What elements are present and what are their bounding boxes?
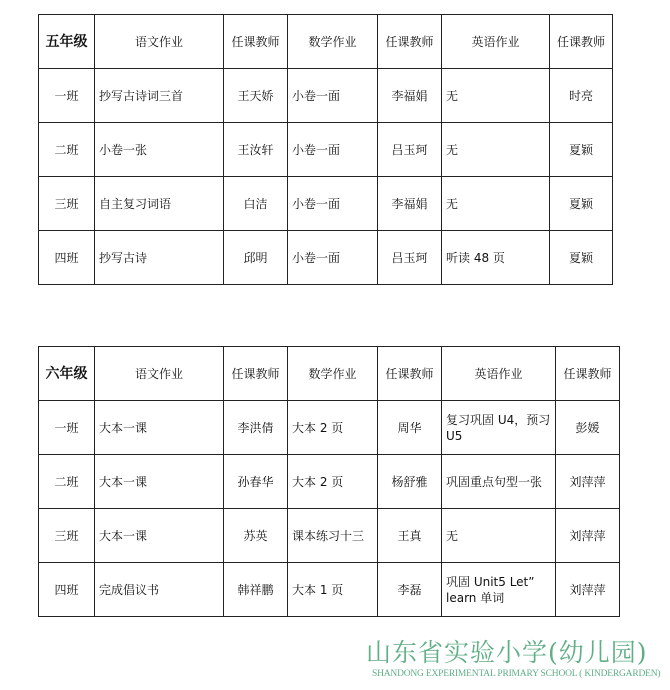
math-teacher: 王真: [378, 509, 442, 563]
english-homework: 无: [442, 123, 550, 177]
chinese-teacher: 苏英: [224, 509, 288, 563]
math-homework: 小卷一面: [288, 231, 378, 285]
header-chinese-homework: 语文作业: [95, 347, 224, 401]
math-teacher: 吕玉珂: [378, 231, 442, 285]
chinese-teacher: 邱明: [224, 231, 288, 285]
chinese-homework: 抄写古诗词三首: [95, 69, 224, 123]
english-homework: 巩固重点句型一张: [442, 455, 556, 509]
grade-label: 五年级: [39, 15, 95, 69]
table-row: [39, 231, 613, 285]
math-teacher: 李磊: [378, 563, 442, 617]
chinese-homework: 自主复习词语: [95, 177, 224, 231]
table-header-row: [39, 15, 613, 69]
table-row: [39, 401, 620, 455]
english-homework: 复习巩固 U4，预习 U5: [442, 401, 556, 455]
math-homework: 课本练习十三: [288, 509, 378, 563]
math-homework: 大本 2 页: [288, 455, 378, 509]
english-homework: 无: [442, 509, 556, 563]
english-teacher: 夏颖: [550, 231, 613, 285]
class-name: 四班: [39, 563, 95, 617]
school-name-english: SHANDONG EXPERIMENTAL PRIMARY SCHOOL ( KINDERGARDEN): [372, 669, 661, 679]
header-math-homework: 数学作业: [288, 15, 378, 69]
class-name: 二班: [39, 123, 95, 177]
chinese-teacher: 李洪倩: [224, 401, 288, 455]
english-teacher: 彭媛: [556, 401, 620, 455]
english-teacher: 夏颖: [550, 177, 613, 231]
english-homework: 无: [442, 69, 550, 123]
chinese-teacher: 王天娇: [224, 69, 288, 123]
header-teacher: 任课教师: [378, 15, 442, 69]
chinese-teacher: 王汝轩: [224, 123, 288, 177]
chinese-teacher: 韩祥鹏: [224, 563, 288, 617]
school-name-chinese: 山东省实验小学(幼儿园): [366, 638, 648, 667]
english-homework: 巩固 Unit5 Let” learn 单词: [442, 563, 556, 617]
class-name: 一班: [39, 69, 95, 123]
math-teacher: 李福娟: [378, 177, 442, 231]
header-math-homework: 数学作业: [288, 347, 378, 401]
chinese-homework: 大本一课: [95, 509, 224, 563]
math-homework: 大本 1 页: [288, 563, 378, 617]
grade6-homework-table: [38, 346, 620, 617]
english-homework: 听读 48 页: [442, 231, 550, 285]
table-row: [39, 509, 620, 563]
english-teacher: 刘萍萍: [556, 455, 620, 509]
class-name: 二班: [39, 455, 95, 509]
english-teacher: 刘萍萍: [556, 509, 620, 563]
table-row: [39, 123, 613, 177]
math-teacher: 李福娟: [378, 69, 442, 123]
class-name: 四班: [39, 231, 95, 285]
english-teacher: 刘萍萍: [556, 563, 620, 617]
chinese-homework: 完成倡议书: [95, 563, 224, 617]
grade5-homework-table: [38, 14, 613, 285]
english-teacher: 夏颖: [550, 123, 613, 177]
class-name: 三班: [39, 509, 95, 563]
header-chinese-homework: 语文作业: [95, 15, 224, 69]
math-teacher: 吕玉珂: [378, 123, 442, 177]
header-teacher: 任课教师: [378, 347, 442, 401]
table-row: [39, 177, 613, 231]
table-row: [39, 563, 620, 617]
class-name: 三班: [39, 177, 95, 231]
header-teacher: 任课教师: [224, 347, 288, 401]
header-teacher: 任课教师: [550, 15, 613, 69]
english-homework: 无: [442, 177, 550, 231]
table-row: [39, 69, 613, 123]
header-teacher: 任课教师: [224, 15, 288, 69]
header-english-homework: 英语作业: [442, 347, 556, 401]
math-teacher: 周华: [378, 401, 442, 455]
class-name: 一班: [39, 401, 95, 455]
chinese-homework: 大本一课: [95, 455, 224, 509]
chinese-homework: 抄写古诗: [95, 231, 224, 285]
math-homework: 小卷一面: [288, 177, 378, 231]
table-header-row: [39, 347, 620, 401]
header-teacher: 任课教师: [556, 347, 620, 401]
math-homework: 大本 2 页: [288, 401, 378, 455]
header-english-homework: 英语作业: [442, 15, 550, 69]
math-homework: 小卷一面: [288, 123, 378, 177]
english-teacher: 时亮: [550, 69, 613, 123]
chinese-teacher: 白洁: [224, 177, 288, 231]
school-logo: [366, 638, 666, 688]
math-homework: 小卷一面: [288, 69, 378, 123]
math-teacher: 杨舒雅: [378, 455, 442, 509]
grade-label: 六年级: [39, 347, 95, 401]
table-row: [39, 455, 620, 509]
chinese-teacher: 孙春华: [224, 455, 288, 509]
chinese-homework: 大本一课: [95, 401, 224, 455]
chinese-homework: 小卷一张: [95, 123, 224, 177]
